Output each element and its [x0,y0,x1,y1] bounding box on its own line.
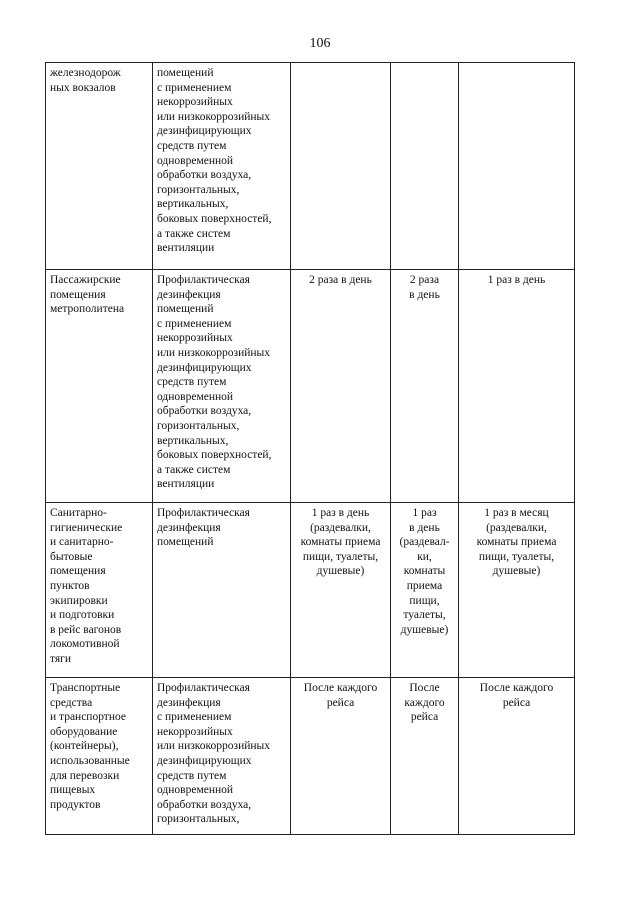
frequency-cell: После каждого рейса [391,678,459,835]
object-cell: Санитарно- гигиенические и санитарно- бытовые помещения пунктов экипировки и подготовки в рейс вагонов локомотивной тяги [46,503,153,678]
frequency-cell: 2 раза в день [391,270,459,503]
table-row [46,678,575,835]
table-row [46,503,575,678]
frequency-cell: 1 раз в день (раздевалки, комнаты приема пищи, туалеты, душевые) [291,503,391,678]
table-row [46,63,575,270]
frequency-cell: 1 раз в месяц (раздевалки, комнаты приема пищи, туалеты, душевые) [459,503,575,678]
measure-cell: Профилактическая дезинфекция с применением некоррозийных или низкокоррозийных дезинфицирующих средств путем одновременной обработки воздуха, горизонтальных, [153,678,291,835]
frequency-cell: После каждого рейса [291,678,391,835]
object-cell: железнодорож ных вокзалов [46,63,153,270]
frequency-cell [291,63,391,270]
frequency-cell [459,63,575,270]
table-row [46,270,575,503]
measure-cell: помещений с применением некоррозийных или низкокоррозийных дезинфицирующих средств путем одновременной обработки воздуха, горизонтальных, вертикальных, боковых поверхностей, а также систем вентиляции [153,63,291,270]
measure-cell: Профилактическая дезинфекция помещений [153,503,291,678]
frequency-cell [391,63,459,270]
frequency-cell: 1 раз в день [459,270,575,503]
frequency-cell: После каждого рейса [459,678,575,835]
frequency-cell: 1 раз в день (раздевал- ки, комнаты приема пищи, туалеты, душевые) [391,503,459,678]
measure-cell: Профилактическая дезинфекция помещений с применением некоррозийных или низкокоррозийных дезинфицирующих средств путем одновременной обработки воздуха, горизонтальных, вертикальных, боковых поверхностей, а также систем вентиляции [153,270,291,503]
disinfection-table [45,62,575,835]
object-cell: Транспортные средства и транспортное оборудование (контейнеры), использованные для перевозки пищевых продуктов [46,678,153,835]
frequency-cell: 2 раза в день [291,270,391,503]
page-number: 106 [309,36,331,51]
object-cell: Пассажирские помещения метрополитена [46,270,153,503]
